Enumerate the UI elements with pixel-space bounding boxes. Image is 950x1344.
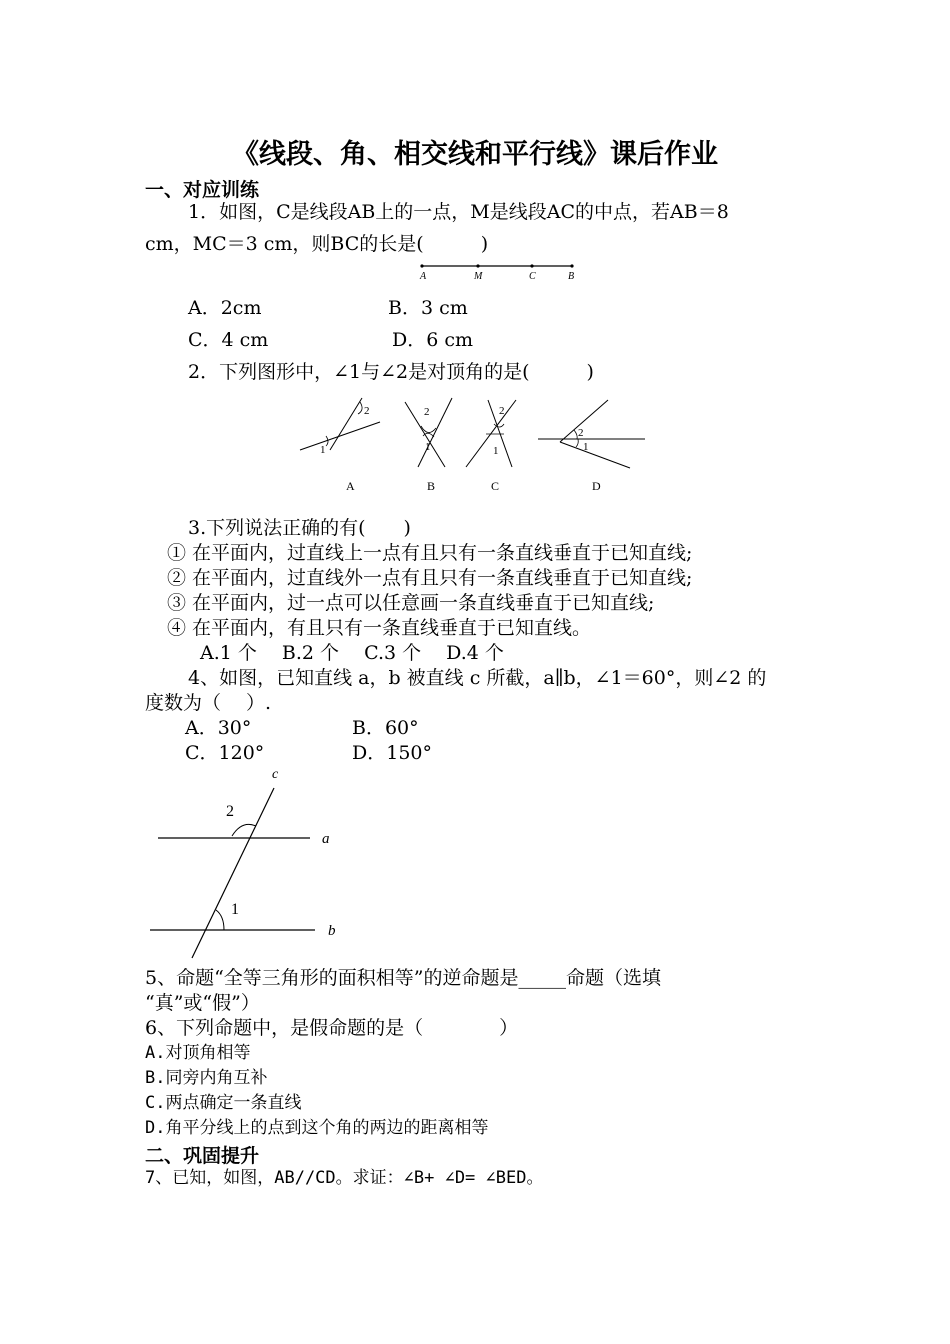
q1-label-c: C: [529, 271, 536, 282]
q1-label-a: A: [420, 271, 427, 282]
q3-item-4: ④ 在平面内，有且只有一条直线垂直于已知直线。: [167, 617, 592, 639]
q6-text: 6、下列命题中，是假命题的是（ ）: [145, 1017, 519, 1039]
q6-option-a: A.对顶角相等: [145, 1043, 251, 1063]
q4-label-b: b: [328, 923, 336, 939]
q2-figure-a: [300, 398, 380, 493]
q4-option-d: D．150°: [352, 742, 432, 764]
q2-c-angle1: 1: [493, 445, 499, 457]
q2-d-angle1: 1: [583, 441, 589, 453]
q4-label-a: a: [322, 831, 330, 847]
q3-item-1: ① 在平面内，过直线上一点有且只有一条直线垂直于已知直线;: [167, 542, 693, 564]
q6-option-d: D.角平分线上的点到这个角的两边的距离相等: [145, 1118, 489, 1138]
q2-letter-b: B: [427, 479, 436, 493]
q2-b-angle1: 1: [425, 441, 431, 453]
q5-line1: 5、命题“全等三角形的面积相等”的逆命题是_____命题（选填: [145, 967, 662, 989]
q2-figure-c: [466, 400, 516, 493]
q6-option-c: C.两点确定一条直线: [145, 1093, 302, 1113]
q2-d-angle2: 2: [578, 427, 584, 439]
q2-text: 2．下列图形中，∠1与∠2是对顶角的是( ): [188, 361, 594, 383]
q4-option-b: B．60°: [352, 717, 419, 739]
q1-option-d: D．6 cm: [392, 329, 474, 351]
q2-figure-d: [538, 400, 645, 493]
q4-line1: 4、如图，已知直线 a，b 被直线 c 所截，a∥b，∠1＝60°，则∠2 的: [188, 667, 767, 689]
q2-c-angle2: 2: [499, 405, 505, 417]
q2-letter-a: A: [346, 479, 355, 493]
q6-option-b: B.同旁内角互补: [145, 1068, 268, 1088]
section-heading-2: 二、巩固提升: [145, 1145, 260, 1167]
q1-label-b: B: [568, 271, 575, 282]
q1-segment-figure: [412, 258, 582, 282]
q4-parallel-lines-figure: [150, 762, 360, 962]
q2-angle-figures: [290, 392, 660, 500]
q3-item-3: ③ 在平面内，过一点可以任意画一条直线垂直于已知直线;: [167, 592, 655, 614]
q2-letter-c: C: [491, 479, 500, 493]
q3-options: A.1 个 B.2 个 C.3 个 D.4 个: [200, 642, 504, 664]
q1-option-b: B．3 cm: [388, 297, 468, 319]
q2-figure-b: [405, 398, 452, 493]
section-heading-1: 一、对应训练: [145, 179, 260, 201]
q4-angle1-label: 1: [231, 901, 239, 918]
q2-a-angle2: 2: [364, 405, 370, 417]
q4-label-c: c: [272, 767, 279, 782]
q2-b-angle2: 2: [424, 406, 430, 418]
q2-a-angle1: 1: [320, 444, 326, 456]
page-title: 《线段、角、相交线和平行线》课后作业: [232, 139, 718, 170]
q7-text: 7、已知，如图，AB//CD。求证：∠B+ ∠D= ∠BED。: [145, 1168, 544, 1188]
q1-option-c: C．4 cm: [188, 329, 269, 351]
q3-item-2: ② 在平面内，过直线外一点有且只有一条直线垂直于已知直线;: [167, 567, 693, 589]
q2-letter-d: D: [592, 479, 601, 493]
q1-line2: cm，MC＝3 cm，则BC的长是( ): [145, 233, 489, 255]
q4-line2: 度数为（ ）.: [145, 692, 272, 714]
q4-angle2-label: 2: [226, 803, 234, 820]
q5-line2: “真”或“假”）: [145, 992, 260, 1014]
q1-option-a: A．2cm: [188, 297, 262, 319]
q1-line1: 1．如图，C是线段AB上的一点，M是线段AC的中点，若AB＝8: [188, 201, 729, 223]
q4-option-c: C．120°: [185, 742, 265, 764]
q1-label-m: M: [474, 271, 483, 282]
q3-text: 3.下列说法正确的有( ): [188, 517, 411, 539]
q4-option-a: A．30°: [185, 717, 252, 739]
